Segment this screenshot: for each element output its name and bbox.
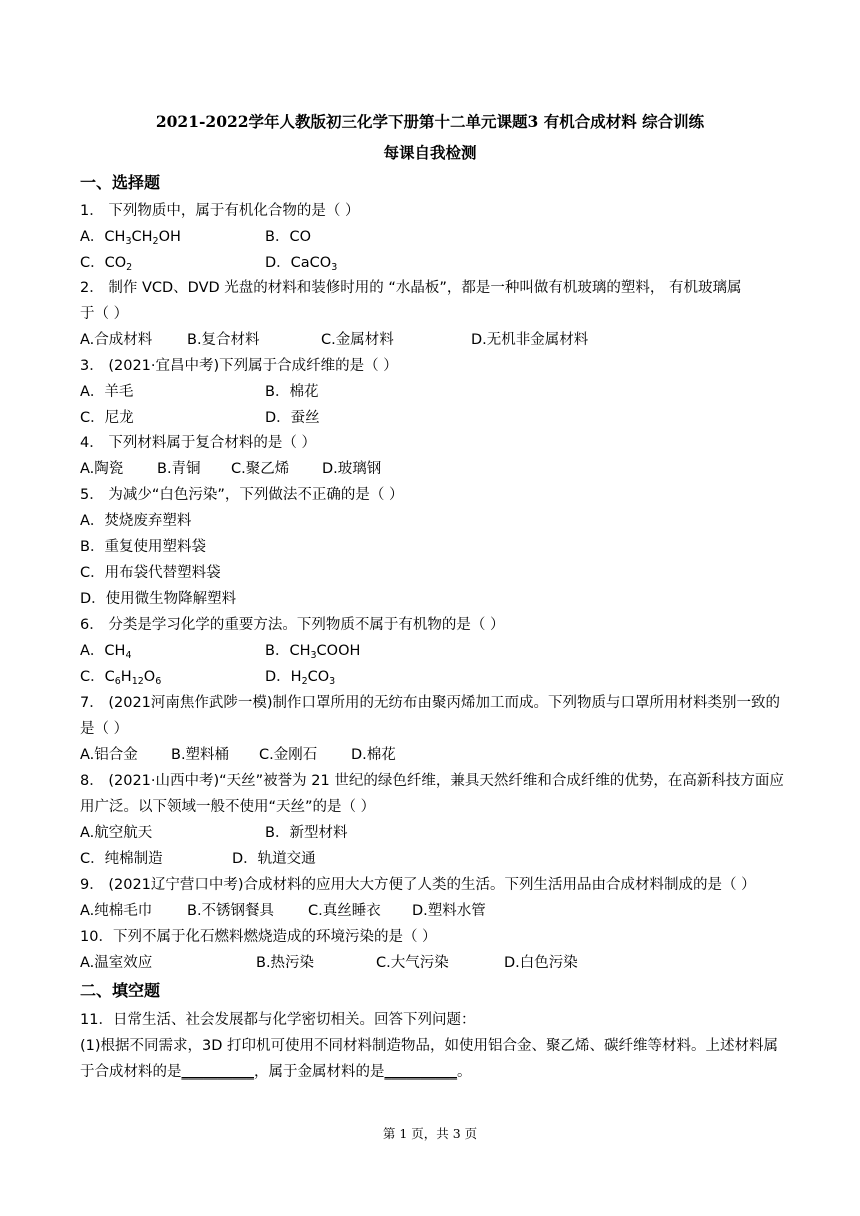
question-3-options-row1 — [80, 380, 318, 401]
section-heading-choice: 一、选择题 — [80, 173, 161, 192]
section-heading-fill: 二、填空题 — [80, 981, 161, 1000]
question-3-option-a: A．羊毛 — [80, 384, 134, 400]
question-6-options-row2 — [80, 665, 335, 686]
question-11-text-c: 。 — [457, 1064, 472, 1080]
question-9-option-c: C.真丝睡衣 — [308, 903, 381, 919]
question-10-option-a: A.温室效应 — [80, 955, 153, 971]
question-2-options — [80, 328, 588, 349]
question-2-option-c: C.金属材料 — [321, 332, 394, 348]
question-1-option-c: C．$CO_2$ — [80, 255, 133, 273]
question-8-stem-line1: 8． (2021·山西中考)“天丝”被誉为 21 世纪的绿色纤维，兼具天然纤维和合成纤维的优势，在高新科技方面应 — [80, 773, 784, 789]
question-4-stem: 4． 下列材料属于复合材料的是（ ） — [80, 435, 316, 451]
question-3-option-d: D．蚕丝 — [265, 410, 320, 426]
question-7-stem-line1: 7． (2021河南焦作武陟一模)制作口罩所用的无纺布由聚丙烯加工而成。下列物质与口罩所用材料类别一致的 — [80, 695, 781, 711]
question-4-option-d: D.玻璃钢 — [322, 461, 382, 477]
question-7-option-a: A.铝合金 — [80, 747, 138, 763]
question-8-options-row1 — [80, 821, 347, 842]
question-1-options-row2 — [80, 251, 337, 272]
document-subtitle: 每课自我检测 — [383, 143, 477, 162]
question-3-stem: 3． (2021·宜昌中考)下列属于合成纤维的是（ ） — [80, 358, 398, 374]
question-10-stem: 10．下列不属于化石燃料燃烧造成的环境污染的是（ ） — [80, 929, 437, 945]
question-8-stem-line2: 用广泛。以下领域一般不使用“天丝”的是（ ） — [80, 799, 376, 815]
question-8-option-c: C．纯棉制造 — [80, 851, 163, 867]
question-5-option-d: D．使用微生物降解塑料 — [80, 591, 237, 607]
question-3-options-row2 — [80, 406, 320, 427]
question-11-part1-line1: (1)根据不同需求，3D 打印机可使用不同材料制造物品，如使用铝合金、聚乙烯、碳纤维等材料。上述材料属 — [80, 1038, 779, 1054]
question-3-option-c: C．尼龙 — [80, 410, 134, 426]
question-11-text-b: ，属于金属材料的是 — [254, 1064, 385, 1080]
question-7-option-d: D.棉花 — [351, 747, 396, 763]
question-7-option-c: C.金刚石 — [259, 747, 318, 763]
question-9-option-d: D.塑料水管 — [412, 903, 486, 919]
question-10-option-b: B.热污染 — [256, 955, 315, 971]
question-1-option-b: B．CO — [265, 229, 311, 245]
question-10-options — [80, 951, 578, 972]
question-4-option-a: A.陶瓷 — [80, 461, 124, 477]
question-1-option-d: D．CaCO$_3$ — [265, 255, 338, 273]
question-9-option-a: A.纯棉毛巾 — [80, 903, 153, 919]
answer-blank-2: __________ — [384, 1064, 457, 1080]
question-2-option-b: B.复合材料 — [187, 332, 260, 348]
question-5-option-c: C．用布袋代替塑料袋 — [80, 565, 221, 581]
question-8-option-b: B．新型材料 — [265, 825, 348, 841]
question-6-option-c: C．$C_6H_{12}O_6$ — [80, 669, 162, 687]
question-10-option-d: D.白色污染 — [504, 955, 578, 971]
question-1-stem: 1． 下列物质中，属于有机化合物的是（ ） — [80, 203, 360, 219]
question-7-options — [80, 743, 396, 764]
question-9-stem: 9． (2021辽宁营口中考)合成材料的应用大大方便了人类的生活。下列生活用品由合成材料制成的是（ ） — [80, 877, 756, 893]
question-1-option-a: A．$CH_3CH_2OH$ — [80, 229, 181, 247]
page-footer: 第 1 页，共 3 页 — [382, 1126, 478, 1141]
question-8-option-a: A.航空航天 — [80, 825, 153, 841]
question-7-option-b: B.塑料桶 — [171, 747, 230, 763]
question-9-options — [80, 899, 486, 920]
question-6-options-row1 — [80, 639, 360, 660]
question-2-stem-line1: 2． 制作 VCD、DVD 光盘的材料和装修时用的 “水晶板”，都是一种叫做有机玻璃的塑料， 有机玻璃属 — [80, 280, 742, 296]
answer-blank-1: __________ — [181, 1064, 254, 1080]
question-6-option-b: B．$CH_3COOH$ — [265, 643, 361, 661]
question-5-option-a: A．焚烧废弃塑料 — [80, 513, 192, 529]
question-2-stem-line2: 于（ ） — [80, 306, 129, 322]
question-7-stem-line2: 是（ ） — [80, 721, 129, 737]
question-8-options-row2 — [80, 847, 316, 868]
document-title: 2021-2022学年人教版初三化学下册第十二单元课题3 有机合成材料 综合训练 — [155, 112, 705, 131]
question-2-option-d: D.无机非金属材料 — [471, 332, 589, 348]
question-6-option-d: D．$H_2CO_3$ — [265, 669, 336, 687]
question-3-option-b: B．棉花 — [265, 384, 319, 400]
question-1-options-row1 — [80, 225, 311, 246]
question-2-option-a: A.合成材料 — [80, 332, 153, 348]
question-4-options — [80, 457, 381, 478]
question-4-option-b: B.青铜 — [157, 461, 201, 477]
question-10-option-c: C.大气污染 — [376, 955, 449, 971]
question-6-stem: 6． 分类是学习化学的重要方法。下列物质不属于有机物的是（ ） — [80, 617, 505, 633]
question-11-text-a: 于合成材料的是 — [80, 1064, 182, 1080]
question-5-option-b: B．重复使用塑料袋 — [80, 539, 206, 555]
question-6-option-a: A．$CH_4$ — [80, 643, 132, 661]
question-9-option-b: B.不锈钢餐具 — [187, 903, 275, 919]
question-8-option-d: D．轨道交通 — [232, 851, 316, 867]
question-5-stem: 5． 为减少“白色污染”，下列做法不正确的是（ ） — [80, 487, 404, 503]
question-11-part1-line2 — [80, 1060, 472, 1081]
question-4-option-c: C.聚乙烯 — [231, 461, 290, 477]
question-11-stem: 11．日常生活、社会发展都与化学密切相关。回答下列问题： — [80, 1012, 476, 1028]
